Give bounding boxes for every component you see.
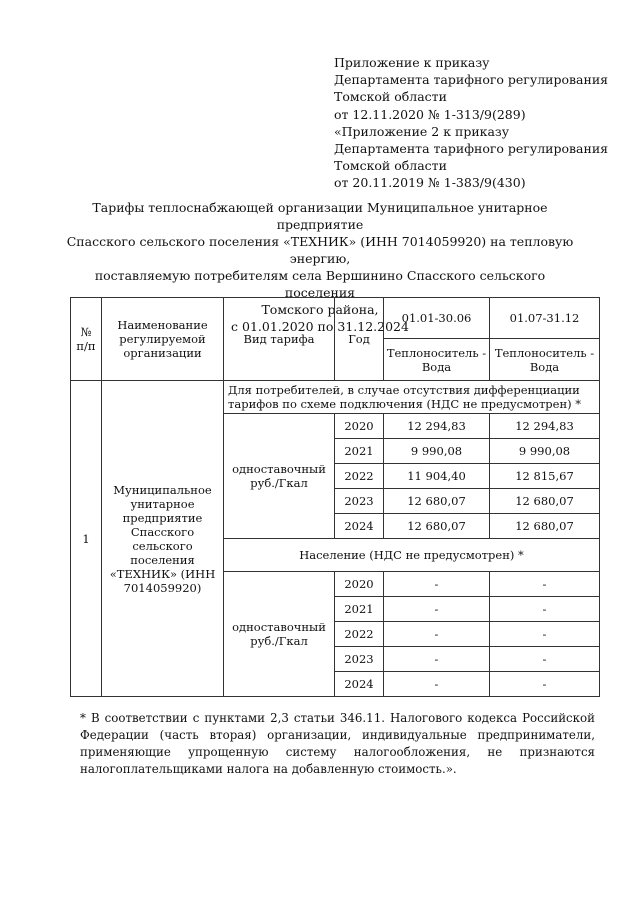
year: 2020: [335, 572, 384, 597]
tariff-type: одноставочный руб./Гкал: [224, 414, 335, 539]
header-line: Томской области: [334, 158, 447, 174]
footnote: * В соответствии с пунктами 2,3 статьи 346.11. Налогового кодекса Российской Федерации (часть вторая) организации, индивидуальные предприниматели, применяющие упрощенную систему налогообложения, не признаются налогоплательщиками налога на добавленную стоимость.».: [80, 711, 595, 776]
year: 2023: [335, 647, 384, 672]
title-line: с 01.01.2020 по 31.12.2024: [231, 319, 409, 334]
value-period1: 12 680,07: [384, 489, 490, 514]
header-num: № п/п: [71, 298, 102, 381]
year: 2022: [335, 464, 384, 489]
value-period2: 12 815,67: [490, 464, 600, 489]
header-carrier1: Теплоноситель - Вода: [384, 339, 490, 381]
value-period1: -: [384, 672, 490, 697]
header-line: Томской области: [334, 89, 447, 105]
value-period1: -: [384, 622, 490, 647]
section-population: Население (НДС не предусмотрен) *: [224, 539, 600, 572]
value-period2: 9 990,08: [490, 439, 600, 464]
tariff-type: одноставочный руб./Гкал: [224, 572, 335, 697]
value-period2: -: [490, 672, 600, 697]
title-line: поставляемую потребителям села Вершинино Спасского сельского поселения: [94, 268, 546, 300]
section-consumers: Для потребителей, в случае отсутствия дифференциации тарифов по схеме подключения (НДС не предусмотрен) *: [224, 381, 600, 414]
value-period2: 12 680,07: [490, 514, 600, 539]
appendix-header: [334, 54, 608, 192]
year: 2021: [335, 597, 384, 622]
header-line: Департамента тарифного регулирования: [334, 141, 609, 157]
year: 2020: [335, 414, 384, 439]
header-line: от 12.11.2020 № 1-313/9(289): [334, 106, 526, 122]
title-line: Томского района,: [261, 302, 379, 317]
header-year: Год: [335, 298, 384, 381]
value-period1: 12 294,83: [384, 414, 490, 439]
year: 2024: [335, 514, 384, 539]
year: 2024: [335, 672, 384, 697]
value-period2: 12 680,07: [490, 489, 600, 514]
value-period2: -: [490, 597, 600, 622]
org-name: Муниципальное унитарное предприятие Спасского сельского поселения «ТЕХНИК» (ИНН 7014059920): [102, 381, 224, 697]
header-period1: 01.01-30.06: [384, 298, 490, 339]
value-period2: -: [490, 622, 600, 647]
header-line: Департамента тарифного регулирования: [334, 72, 609, 88]
value-period1: -: [384, 647, 490, 672]
header-org: Наименование регулируемой организации: [102, 298, 224, 381]
value-period1: 12 680,07: [384, 514, 490, 539]
year: 2022: [335, 622, 384, 647]
year: 2021: [335, 439, 384, 464]
header-line: от 20.11.2019 № 1-383/9(430): [334, 175, 526, 191]
value-period1: -: [384, 597, 490, 622]
header-line: Приложение к приказу: [334, 55, 490, 70]
header-type: Вид тарифа: [224, 298, 335, 381]
value-period2: -: [490, 647, 600, 672]
header-line: «Приложение 2 к приказу: [334, 123, 510, 139]
title-line: Тарифы теплоснабжающей организации Муниципальное унитарное предприятие: [92, 200, 548, 232]
value-period1: -: [384, 572, 490, 597]
row-number: 1: [71, 381, 102, 697]
year: 2023: [335, 489, 384, 514]
value-period1: 11 904,40: [384, 464, 490, 489]
header-period2: 01.07-31.12: [490, 298, 600, 339]
header-carrier2: Теплоноситель - Вода: [490, 339, 600, 381]
value-period1: 9 990,08: [384, 439, 490, 464]
value-period2: 12 294,83: [490, 414, 600, 439]
title-line: Спасского сельского поселения «ТЕХНИК» (ИНН 7014059920) на тепловую энергию,: [66, 234, 574, 266]
tariff-table: [70, 297, 600, 697]
value-period2: -: [490, 572, 600, 597]
